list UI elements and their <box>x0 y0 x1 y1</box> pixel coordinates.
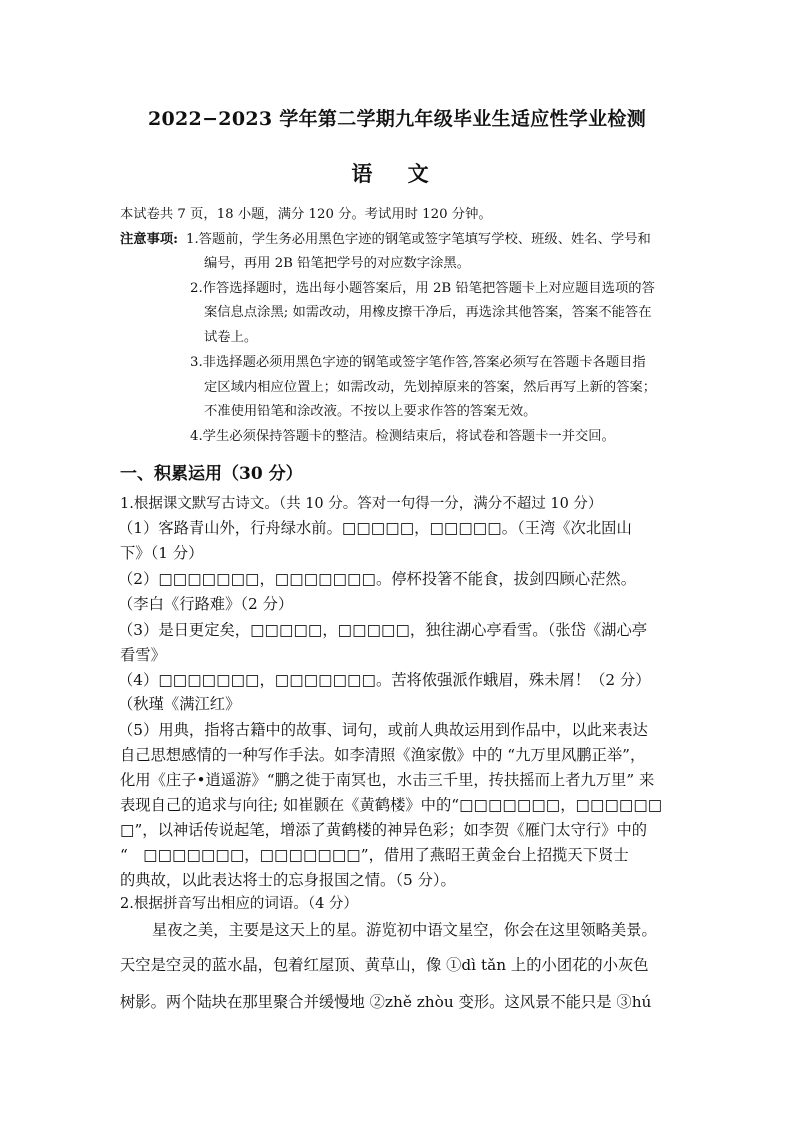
q1-part1-line1: （1）客路青山外，行舟绿水前。□□□□□，□□□□□。（王湾《次北固山 <box>118 519 632 537</box>
q1-part3-line2: 看雪》 <box>120 646 166 664</box>
subject-title: 语 文 <box>351 161 443 186</box>
q1-part5-line5: □”，以神话传说起笔，增添了黄鹤楼的神异色彩；如李贺《雁门太守行》中的 <box>120 821 648 839</box>
q1-part1-line2: 下》（1 分） <box>120 544 204 562</box>
intro-text: 本试卷共 7 页，18 小题，满分 120 分。考试用时 120 分钟。 <box>120 207 492 222</box>
note-item-1-line-1: 1.答题前，学生务必用黑色字迹的钢笔或签字笔填写学校、班级、姓名、学号和 <box>186 232 651 247</box>
exam-title: 2022−2023 学年第二学期九年级毕业生适应性学业检测 <box>148 108 646 130</box>
q1-part5-line2: 自己思想感情的一种写作手法。如李清照《渔家傲》中的 “九万里风鹏正举”， <box>120 746 646 764</box>
q1-stem: 1.根据课文默写古诗文。（共 10 分。答对一句得一分，满分不超过 10 分） <box>120 496 603 512</box>
q1-part5-line4: 表现自己的追求与向往; 如崔颢在《黄鹤楼》中的“□□□□□□□，□□□□□□ <box>120 796 663 814</box>
q1-part5-line6: “ □□□□□□□，□□□□□□□”，借用了燕昭王黄金台上招揽天下贤士 <box>120 846 629 864</box>
q1-part3-line1: （3）是日更定矣，□□□□□，□□□□□，独往湖心亭看雪。（张岱《湖心亭 <box>118 621 648 639</box>
q2-stem: 2.根据拼音写出相应的词语。（4 分） <box>120 896 358 912</box>
section-heading-1: 一、积累运用（30 分） <box>120 464 303 484</box>
note-item-4-line-1: 4.学生必须保持答题卡的整洁。检测结束后，将试卷和答题卡一并交回。 <box>190 429 615 444</box>
note-item-2-line-2: 案信息点涂黑; 如需改动，用橡皮擦干净后，再选涂其他答案，答案不能答在 <box>204 305 652 320</box>
q1-part2-line1: （2）□□□□□□□，□□□□□□□。停杯投箸不能食，拔剑四顾心茫然。 <box>118 570 637 588</box>
note-item-2-line-1: 2.作答选择题时，选出每小题答案后，用 2B 铅笔把答题卡上对应题目选项的答 <box>190 281 655 296</box>
q2-passage-line2: 天空是空灵的蓝水晶，包着红屋顶、黄草山，像 ①dì tǎn 上的小团花的小灰色 <box>120 956 649 974</box>
notes-label: 注意事项: <box>120 232 179 247</box>
note-item-1-line-2: 编号，再用 2B 铅笔把学号的对应数字涂黑。 <box>204 256 471 271</box>
q1-part4-line1: （4）□□□□□□□，□□□□□□□。苦将侬强派作蛾眉，殊未屑！（2 分） <box>118 671 651 689</box>
q1-part2-line2: （李白《行路难》（2 分） <box>118 595 294 613</box>
q2-passage-line3: 树影。两个陆块在那里聚合并缓慢地 ②zhě zhòu 变形。这风景不能只是 ③hú <box>120 993 652 1011</box>
note-item-3-line-1: 3.非选择题必须用黑色字迹的钢笔或签字笔作答,答案必须写在答题卡各题目指 <box>190 355 646 370</box>
q1-part5-line3: 化用《庄子•逍遥游》“鹏之徙于南冥也，水击三千里，抟扶摇而上者九万里” 来 <box>120 771 655 789</box>
q2-passage-line1: 星夜之美，主要是这天上的星。游览初中语文星空，你会在这里领略美景。 <box>152 921 657 939</box>
q1-part5-line7: 的典故，以此表达将士的忘身报国之情。（5 分）。 <box>120 871 456 889</box>
q1-part4-line2: （秋瑾《满江红》 <box>118 695 241 713</box>
note-item-3-line-2: 定区域内相应位置上；如需改动，先划掉原来的答案，然后再写上新的答案； <box>204 380 657 395</box>
note-item-3-line-3: 不准使用铅笔和涂改液。不按以上要求作答的答案无效。 <box>204 404 537 419</box>
q1-part5-line1: （5）用典，指将古籍中的故事、词句，或前人典故运用到作品中，以此来表达 <box>118 721 648 739</box>
note-item-2-line-3: 试卷上。 <box>204 330 258 345</box>
